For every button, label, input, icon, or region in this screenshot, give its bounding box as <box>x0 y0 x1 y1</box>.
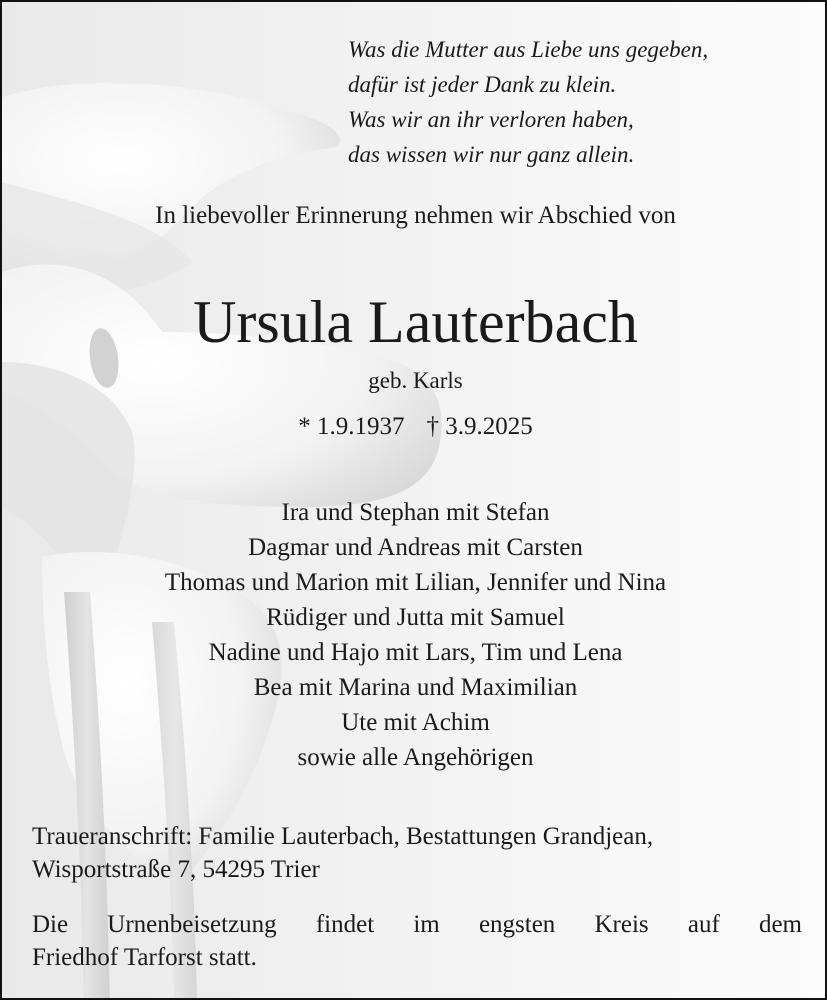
address-line: Wisportstraße 7, 54295 Trier <box>32 856 320 883</box>
poem-verse <box>348 32 708 172</box>
death-date: † 3.9.2025 <box>426 413 533 440</box>
burial-notice <box>32 908 802 974</box>
mourner-line: Nadine und Hajo mit Lars, Tim und Lena <box>208 639 623 666</box>
deceased-name: Ursula Lauterbach <box>193 289 638 355</box>
poem-line: Was wir an ihr verloren haben, <box>348 107 634 132</box>
life-dates <box>2 413 827 441</box>
mourner-line: Rüdiger und Jutta mit Samuel <box>266 604 565 631</box>
poem-line: das wissen wir nur ganz allein. <box>348 142 635 167</box>
mourner-line: Ira und Stephan mit Stefan <box>281 499 550 526</box>
mourner-line: sowie alle Angehörigen <box>297 744 534 771</box>
birth-name: geb. Karls <box>368 368 463 393</box>
mourner-line: Ute mit Achim <box>341 709 490 736</box>
notice-line: Die Urnenbeisetzung findet im engsten Kreis auf dem <box>32 911 802 938</box>
poem-line: Was die Mutter aus Liebe uns gegeben, <box>348 37 709 62</box>
address-line: Traueranschrift: Familie Lauterbach, Bestattungen Grandjean, <box>32 823 654 850</box>
mourning-address <box>32 820 802 886</box>
mourner-line: Dagmar und Andreas mit Carsten <box>248 534 583 561</box>
mourner-line: Bea mit Marina und Maximilian <box>253 674 578 701</box>
mourner-line: Thomas und Marion mit Lilian, Jennifer und Nina <box>164 569 667 596</box>
birth-date: * 1.9.1937 <box>298 413 405 440</box>
mourners-list <box>2 495 827 775</box>
notice-line: Friedhof Tarforst statt. <box>32 944 257 971</box>
poem-line: dafür ist jeder Dank zu klein. <box>348 72 617 97</box>
intro-text: In liebevoller Erinnerung nehmen wir Abschied von <box>155 202 676 229</box>
